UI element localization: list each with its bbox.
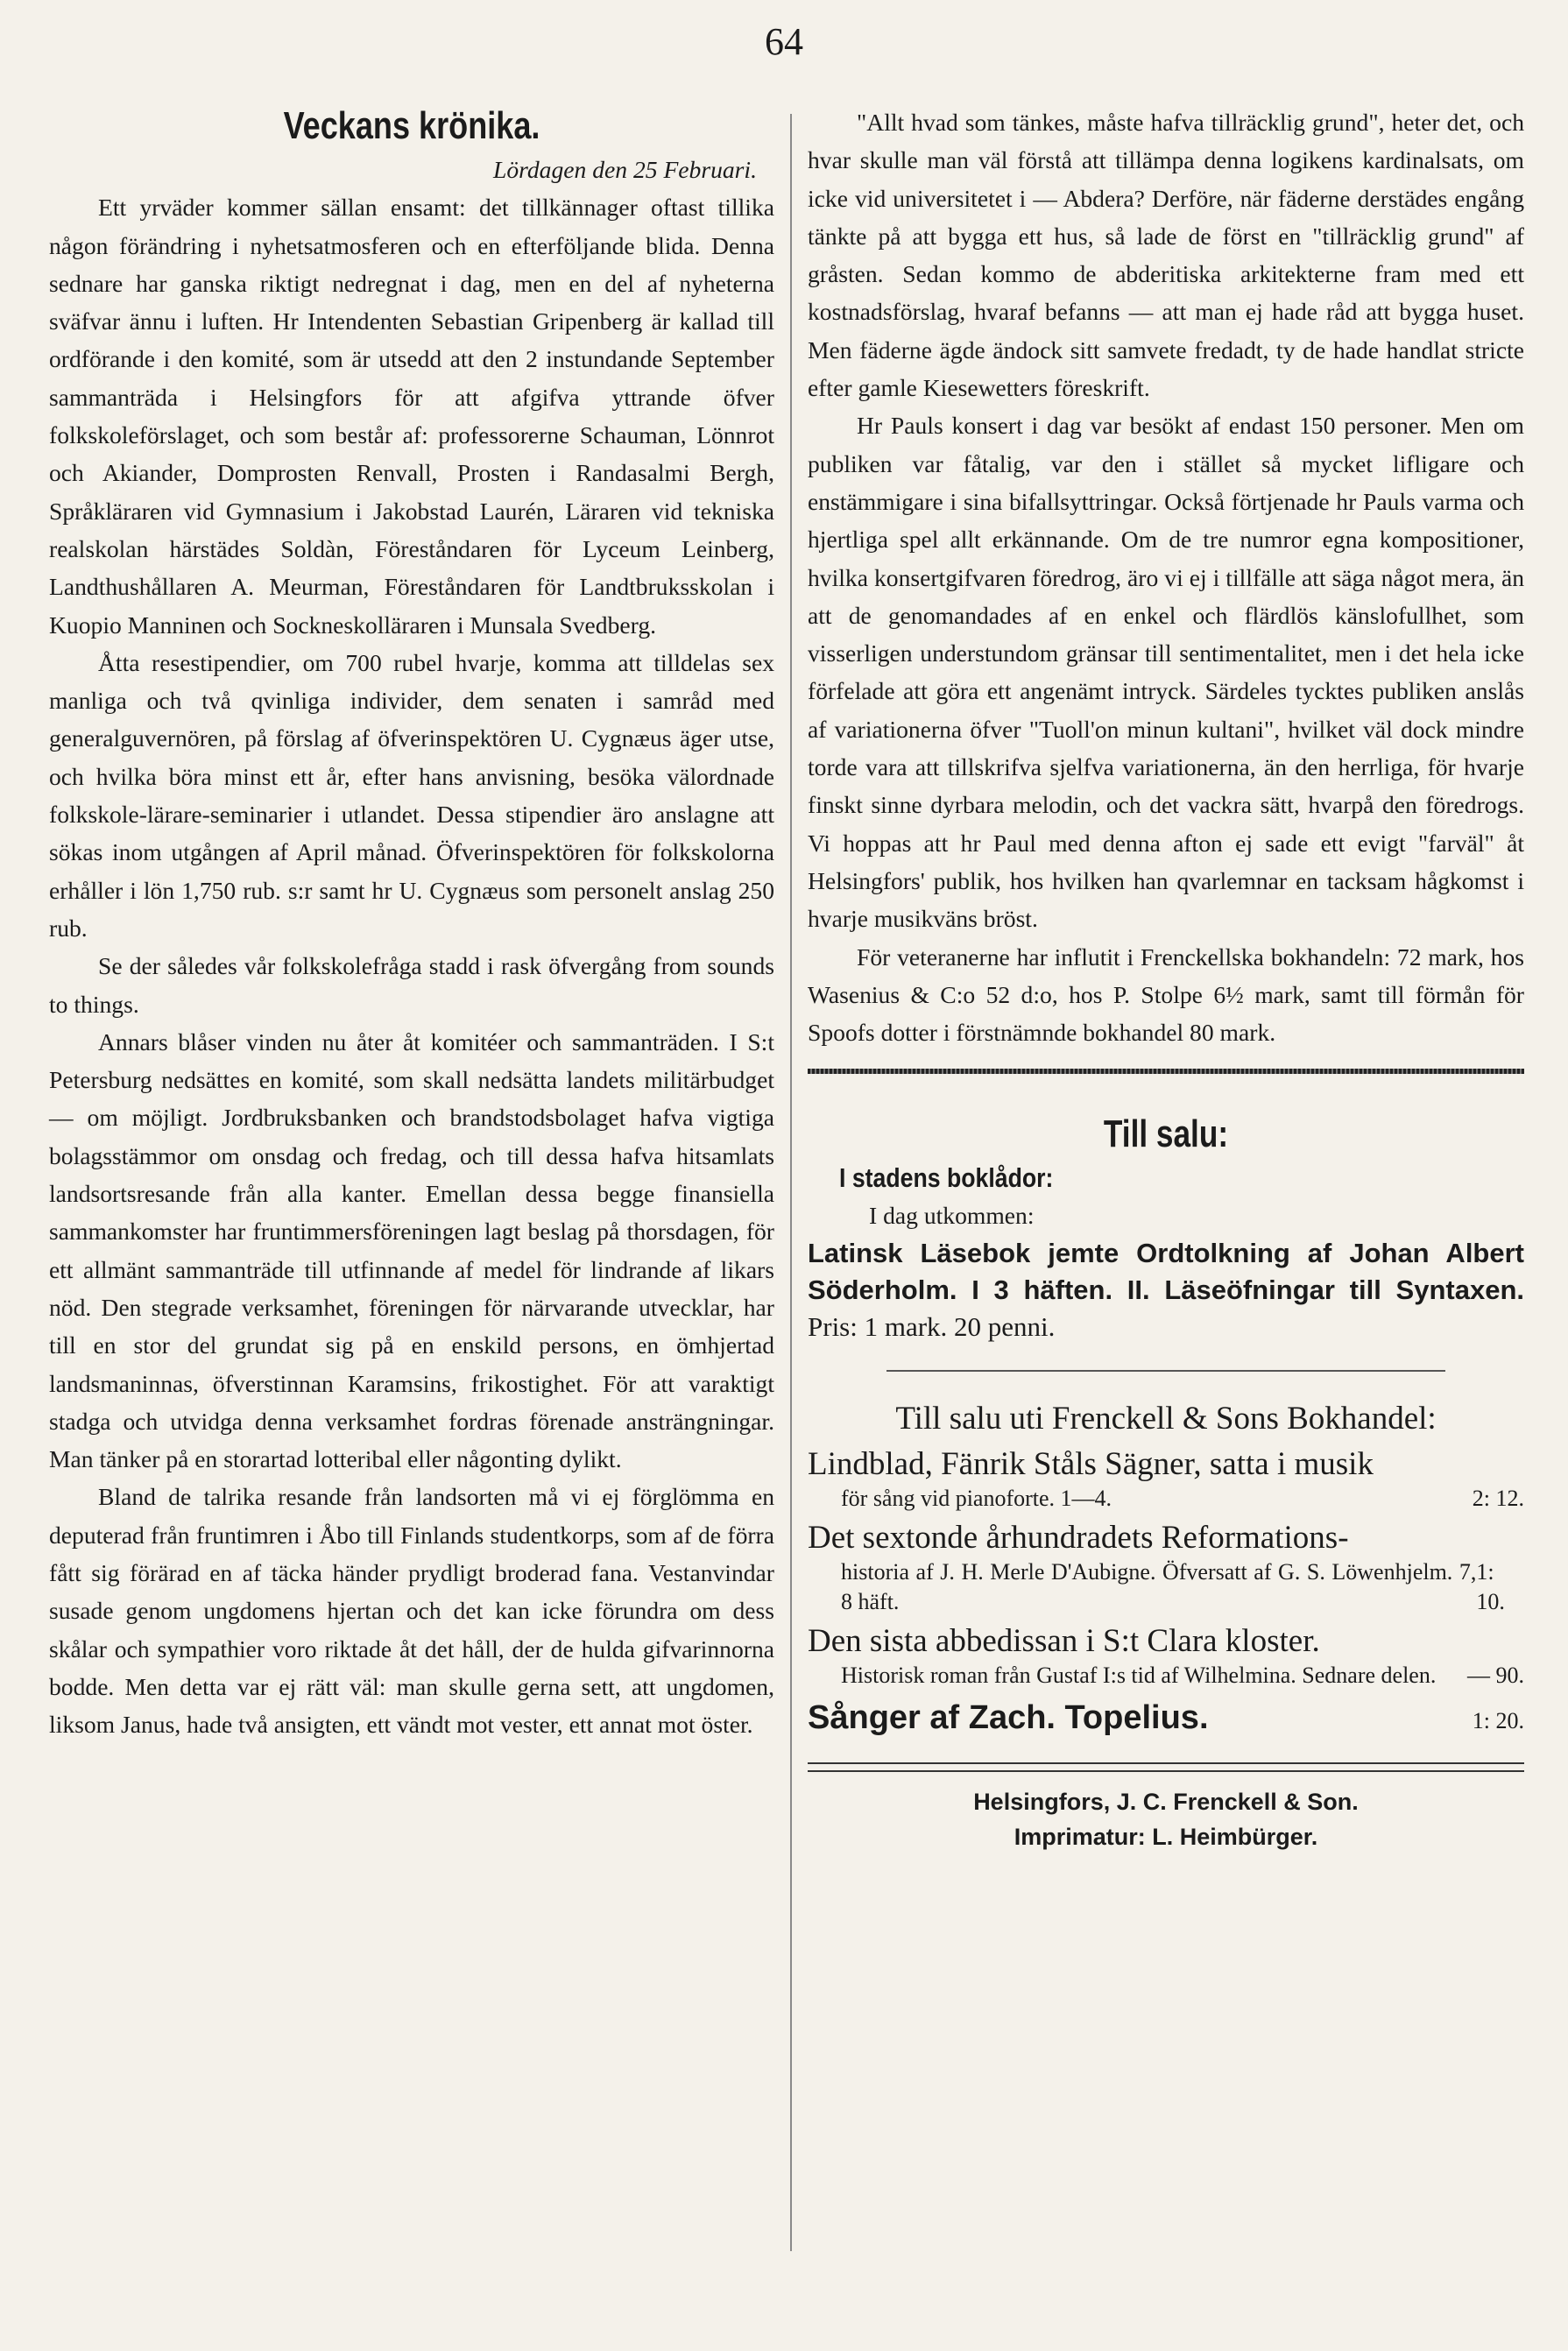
article-paragraph: För veteranerne har influtit i Frenckellska bokhandeln: 72 mark, hos Wasenius & C:o 52 d:o, hos P. Stolpe 6½ mark, samt till förmån för Spoofs dotter i förstnämnde bokhandel 80 mark.: [808, 943, 1524, 1047]
ad-title: Till salu:: [1103, 1112, 1229, 1156]
imprint-rule: [808, 1762, 1524, 1772]
imprint-publisher: Helsingfors, J. C. Frenckell & Son.: [973, 1789, 1359, 1816]
book-detail: för sång vid pianoforte. 1—4.: [841, 1485, 1112, 1511]
book-title: Lindblad, Fänrik Ståls Sägner, satta i musik: [808, 1445, 1374, 1482]
right-column: [808, 103, 1524, 1854]
imprint-imprimatur: Imprimatur: L. Heimbürger.: [1014, 1824, 1318, 1851]
book-price: 2: 12.: [1472, 1485, 1524, 1511]
book-entry: [808, 1519, 1524, 1617]
advertisement-schoolbook: [808, 1109, 1524, 1345]
book-price: 1: 10.: [1476, 1558, 1505, 1614]
ad-note: I dag utkommen:: [869, 1202, 1035, 1230]
article-dateline: Lördagen den 25 Februari.: [493, 156, 757, 183]
book-price: — 90.: [1467, 1662, 1524, 1688]
ad-subtitle: I stadens boklådor:: [839, 1162, 1054, 1194]
bookshop-title: Till salu uti Frenckell & Sons Bokhandel:: [895, 1400, 1437, 1437]
advertisement-bookshop: [808, 1398, 1524, 1740]
book-entry: [808, 1699, 1524, 1740]
book-detail: Historisk roman från Gustaf I:s tid af Wilhelmina. Sednare delen.: [841, 1662, 1437, 1688]
book-title: Det sextonde århundradets Reformations-: [808, 1519, 1349, 1556]
ad-book-price: Pris: 1 mark. 20 penni.: [808, 1310, 1056, 1342]
ad-divider: [886, 1370, 1445, 1372]
book-entry: [808, 1622, 1524, 1691]
article-paragraph: Annars blåser vinden nu åter åt komitéer och sammanträden. I S:t Petersburg nedsättes en komité, som skall nedsätta landets militärbudget — om möjligt. Jordbruksbanken och brandstodsbolaget hafva vigtiga bolagsstämmor om onsdag och fredag, och till dessa hafva hitsamlats landsortsresande från alla kanter. Emellan dessa begge finansiella sammankomster har fruntimmersföreningen lagt beslag på thorsdagen, för ett allmänt sammanträde till utfinnande af medel för lindrande af likars nöd. Den stegrade verksamhet, föreningen för närvarande utvecklar, har till en stor del grundat sig på en enskild persons, en ömhjertad landsmaninnas, öfverstinnan Karamsins, frikostighet. För att varaktigt stadga och utvidga denna verksamhet fordras förenade ansträngningar. Man tänker på en storartad lotteribal eller någonting dylikt.: [49, 1027, 774, 1473]
ad-book-listing: [808, 1235, 1524, 1345]
article-paragraph: Ett yrväder kommer sällan ensamt: det tillkännager oftast tillika någon förändring i nyhetsatmosferen och en efterföljande blida. Denna sednare har ganska riktigt nedregnat i dag, men en del af nyheterna sväfvar ännu i luften. Hr Intendenten Sebastian Gripenberg är kallad till ordförande i den komité, som är utsedd att den 2 instundande September sammanträda i Helsingfors för att afgifva yttrande öfver folkskoleförslaget, och som består af: professorerne Schauman, Lönnrot och Akiander, Domprosten Renvall, Prosten i Randasalmi Bergh, Språkläraren vid Gymnasium i Jakobstad Laurén, Läraren vid tekniska realskolan härstädes Soldàn, Föreståndaren för Lyceum Leinberg, Landthushållaren A. Meurman, Föreståndaren för Landtbruksskolan i Kuopio Manninen och Sockneskolläraren i Munsala Svedberg.: [49, 194, 774, 639]
article-paragraph: Åtta resestipendier, om 700 rubel hvarje, komma att tilldelas sex manliga och två qvinliga individer, dem senaten i samråd med generalguvernören, på förslag af öfverinspektören U. Cygnæus äger utse, och hvilka böra minst ett år, efter hans anvisning, besöka välordnade folkskole-lärare-seminarier i utlandet. Dessa stipendier äro anslagne att sökas inom utgången af April månad. Öfverinspektören för folkskolorna erhåller i lön 1,750 rub. s:r samt hr U. Cygnæus som personelt anslag 250 rub.: [49, 648, 774, 942]
article-paragraph: Hr Pauls konsert i dag var besökt af endast 150 personer. Men om publiken var fåtalig, var den i stället så mycket lifligare och enstämmigare i sina bifallsyttringar. Också förtjenade hr Pauls varma och hjertliga spel allt erkännande. Om de tre numror egna kompositioner, hvilka konsertgifvaren föredrog, äro vi ej i tillfälle att säga något mera, än att de genomandades af en enkel och flärdlös känslofullhet, som visserligen understundom gränsar till sentimentalitet, men i det hela icke förfelade att göra ett angenämt intryck. Särdeles tycktes publiken anslås af variationerna öfver "Tuoll'on minun kultani", hvilket väl dock mindre torde vara att tillskrifva sjelfva variationerna, än den herrliga, för hvarje finskt sinne dyrbara melodin, och det vackra sätt, hvarpå den föredrogs. Vi hoppas att hr Paul med denna afton ej sade ett evigt "farväl" åt Helsingfors' publik, hos hvilken han qvarlemnar en tacksam hågkomst i hvarje musikväns bröst.: [808, 412, 1524, 933]
article-paragraph: "Allt hvad som tänkes, måste hafva tillräcklig grund", heter det, och hvar skulle man väl förstå att tillämpa denna logikens kardinalsats, om icke vid universitetet i — Abdera? Derföre, när fäderne derstädes engång tänkte på att bygga ett hus, så lade de först en "tillräcklig grund" af gråsten. Sedan kommo de abderitiska arkitekterne fram med ett kostnadsförslag, hvaraf befanns — att man ej hade råd att bygga huset. Men fäderne ägde ändock sitt samvete fredadt, ty de hade handlat stricte efter gamle Kiesewetters föreskrift.: [808, 109, 1524, 402]
page-number: 64: [765, 20, 803, 63]
book-price: 1: 20.: [1472, 1707, 1524, 1733]
book-title: Den sista abbedissan i S:t Clara kloster.: [808, 1622, 1320, 1659]
book-entry: [808, 1445, 1524, 1514]
ad-book-title: Latinsk Läsebok jemte Ordtolkning af Johan Albert Söderholm. I 3 häften. II. Läseöfningar till Syntaxen.: [808, 1237, 1524, 1305]
article-headline: Veckans krönika.: [283, 104, 540, 147]
article-paragraph: Se der således vår folkskolefråga stadd i rask öfvergång from sounds to things.: [49, 952, 774, 1018]
column-divider: [790, 114, 792, 2251]
section-rule: [808, 1069, 1524, 1074]
article-paragraph: Bland de talrika resande från landsorten må vi ej förglömma en deputerad från fruntimren i Åbo till Finlands studentkorps, som af de förra fått sig förärad en af täcka händer prydligt broderad fana. Vestanvindar susade genom ungdomens hjertan och det kan icke förundra om dess skålar och sympathier voro riktade åt det håll, der de hulda gifvarinnorna bodde. Men detta var ej rätt väl: man skulle gerna sett, att ungdomen, liksom Janus, hade två ansigten, ett vändt mot vester, ett annat mot öster.: [49, 1483, 774, 1739]
left-column: [49, 103, 774, 1743]
book-title: Sånger af Zach. Topelius.: [808, 1698, 1209, 1736]
book-detail: historia af J. H. Merle D'Aubigne. Öfversatt af G. S. Löwenhjelm. 7, 8 häft.: [841, 1558, 1477, 1614]
